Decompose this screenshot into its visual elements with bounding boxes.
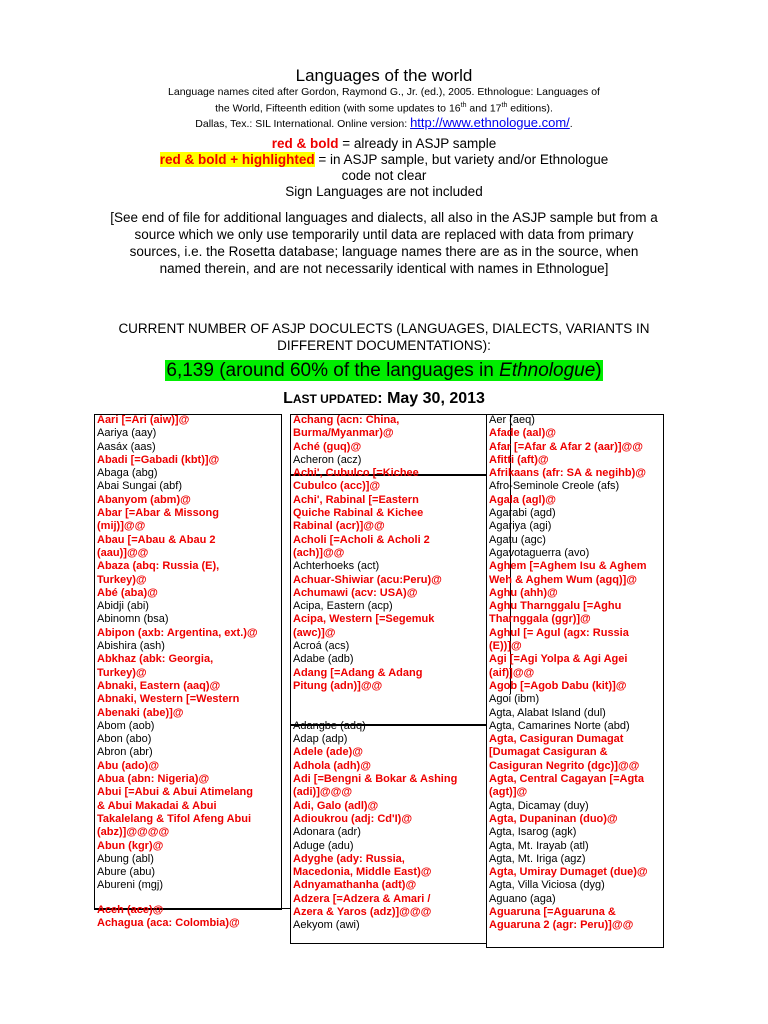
asjp-language-entry: Abadi [=Gabadi (kbt)]@ [97,453,220,466]
language-entry: Abon (abo) [97,733,152,746]
asjp-language-entry: Turkey)@ [97,573,147,586]
asjp-language-entry: Burma/Myanmar)@ [293,427,394,440]
language-entry: Agta, Villa Viciosa (dyg) [489,879,605,892]
note-paragraph: [See end of file for additional languages and dialects, all also in the ASJP sample but from a source which we only use temporarily until data are replaced with data from primary sources, i.e. the Rosetta database; language names there are as in the source, when named therein, and are not necessarily identical with names in Ethnologue] [110,210,658,276]
asjp-language-entry: Abun (kgr)@ [97,839,164,852]
language-entry: Abinomn (bsa) [97,613,169,626]
language-entry: Adonara (adr) [293,826,361,839]
count-italic: Ethnologue [499,360,596,381]
updated-smallcaps: AST UPDATED [292,392,378,406]
count-text: ) [595,360,602,381]
asjp-language-entry: Achang (acn: China, [293,414,400,426]
updated-date: : May 30, 2013 [377,390,485,407]
superscript: th [501,102,508,109]
language-entry: Aer (aeq) [489,414,535,426]
asjp-language-entry: Rabinal (acr)]@@ [293,520,385,533]
column-3 [489,414,648,933]
legend-line: code not clear [341,168,427,183]
asjp-language-entry: Afitti (aft)@ [489,453,549,466]
last-updated [0,390,768,408]
asjp-language-entry: Achumawi (acv: USA)@ [293,586,418,599]
asjp-language-entry: Adi, Galo (adl)@ [293,799,379,812]
language-entry: Acroá (acs) [293,640,350,653]
citation-line: Language names cited after Gordon, Raymond G., Jr. (ed.), 2005. Ethnologue: Languages of [168,86,600,98]
asjp-language-entry: Agta, Central Cagayan [=Agta [489,773,644,786]
asjp-language-entry: Achuar-Shiwiar (acu:Peru)@ [293,573,442,586]
language-entry: Adabe (adb) [293,653,354,666]
legend-key-highlighted: red & bold + highlighted [159,152,315,167]
citation-text: and 17 [466,102,502,115]
legend-line: Sign Languages are not included [285,184,483,199]
asjp-language-entry: Abu (ado)@ [97,759,160,772]
doculect-count [0,360,768,382]
language-entry: Agta, Camarines Norte (abd) [489,719,630,732]
citation-line [0,99,768,116]
asjp-language-entry: [Dumagat Casiguran & [489,746,608,759]
column-1 [97,414,258,930]
asjp-language-entry: Abkhaz (abk: Georgia, [97,653,214,666]
language-entry: Aasáx (aas) [97,440,156,453]
asjp-language-entry: Abua (abn: Nigeria)@ [97,773,210,786]
language-entry: Abron (abr) [97,746,153,759]
asjp-language-entry: Achi', Rabinal [=Eastern [293,493,419,506]
asjp-language-entry: (mij)]@@ [97,520,146,533]
language-entry: Aduge (adu) [293,839,354,852]
language-entry: Agta, Dicamay (duy) [489,799,589,812]
citation-text: the World, Fifteenth edition (with some updates to 16 [215,102,461,115]
language-entry [293,693,457,706]
count-highlight [165,360,602,381]
language-entry: Agoi (ibm) [489,693,540,706]
asjp-language-entry: Agi [=Agi Yolpa & Agi Agei [489,653,628,666]
citation-text: editions). [507,102,553,115]
asjp-language-entry: (ach)]@@ [293,546,345,559]
citation-line [0,116,768,131]
asjp-language-entry: Aari [=Ari (aiw)]@ [97,414,190,426]
asjp-language-entry: Casiguran Negrito (dgc)]@@ [489,759,640,772]
language-entry: Adangbe (adq) [293,719,366,732]
ethnologue-link[interactable]: http://www.ethnologue.com/ [410,114,570,130]
asjp-language-entry: (agt)]@ [489,786,528,799]
language-entry: Agatu (agc) [489,533,546,546]
asjp-language-entry: Turkey)@ [97,666,147,679]
asjp-language-entry: Afar [=Afar & Afar 2 (aar)]@@ [489,440,643,453]
asjp-language-entry: Abnaki, Eastern (aaq)@ [97,679,221,692]
asjp-language-entry: Abnaki, Western [=Western [97,693,240,706]
language-entry: Aguano (aga) [489,892,556,905]
asjp-language-entry: Aghu (ahh)@ [489,586,558,599]
asjp-language-entry: Abau [=Abau & Abau 2 [97,533,216,546]
asjp-language-entry: Macedonia, Middle East)@ [293,866,432,879]
legend-text: = already in ASJP sample [338,136,497,151]
asjp-language-entry: (E))]@ [489,640,522,653]
asjp-language-entry: Abipon (axb: Argentina, ext.)@ [97,626,258,639]
asjp-language-entry: Abui [=Abui & Abui Atimelang [97,786,253,799]
asjp-language-entry: Aguaruna 2 (agr: Peru)]@@ [489,919,634,932]
language-entry: Abom (aob) [97,719,155,732]
asjp-language-entry: Afade (aal)@ [489,427,556,440]
language-entry: Agarabi (agd) [489,507,556,520]
asjp-language-entry: Adhola (adh)@ [293,759,371,772]
language-entry: Abishira (ash) [97,640,165,653]
language-entry: Agta, Isarog (agk) [489,826,577,839]
language-entry: Afro-Seminole Creole (afs) [489,480,620,493]
legend-line [0,136,768,152]
updated-initial: L [283,390,293,407]
language-entry: Agta, Mt. Irayab (atl) [489,839,589,852]
legend-line [0,152,768,168]
language-entry: Adap (adp) [293,733,348,746]
asjp-language-entry: Quiche Rabinal & Kichee [293,507,424,520]
citation-text: Dallas, Tex.: SIL International. Online version: [195,117,411,130]
legend-text: = in ASJP sample, but variety and/or Ethnologue [314,152,609,167]
legend-key: red & bold [271,136,339,151]
language-entry: Achterhoeks (act) [293,560,380,573]
asjp-language-entry: Agob [=Agob Dabu (kit)]@ [489,679,627,692]
column-2 [293,414,457,933]
language-entry: Acipa, Eastern (acp) [293,600,393,613]
language-entry: Aekyom (awi) [293,919,360,932]
language-entry: Acheron (acz) [293,453,362,466]
asjp-language-entry: Abenaki (abe)]@ [97,706,184,719]
superscript: th [460,102,467,109]
language-entry: Aariya (aay) [97,427,157,440]
asjp-language-entry: Afrikaans (afr: SA & negihb)@ [489,467,647,480]
asjp-language-entry: (aif)]@@ [489,666,535,679]
language-entry: Abaga (abg) [97,467,158,480]
asjp-language-entry: Cubulco (acc)]@ [293,480,381,493]
asjp-language-entry: Aguaruna [=Aguaruna & [489,905,616,918]
asjp-language-entry: & Abui Makadai & Abui [97,799,217,812]
language-entry: Agta, Alabat Island (dul) [489,706,606,719]
asjp-language-entry: (aau)]@@ [97,546,149,559]
asjp-language-entry: Abé (aba)@ [97,586,158,599]
current-number-heading: CURRENT NUMBER OF ASJP DOCULECTS (LANGUAGES, DIALECTS, VARIANTS IN DIFFERENT DOCUMENTATIONS): [118,321,650,353]
language-entry: Abung (abl) [97,852,154,865]
asjp-language-entry: Abar [=Abar & Missong [97,507,219,520]
count-text: 6,139 (around 60% of the languages in [166,360,500,381]
legend [0,136,768,200]
page-title: Languages of the world [295,66,473,85]
language-entry [293,707,457,720]
language-entry: Abureni (mgj) [97,879,164,892]
asjp-language-entry: Adyghe (ady: Russia, [293,852,405,865]
language-entry: Agavotaguerra (avo) [489,546,590,559]
asjp-language-entry: Agta, Dupaninan (duo)@ [489,812,618,825]
asjp-language-entry: Abanyom (abm)@ [97,493,191,506]
asjp-language-entry: Takalelang & Tifol Afeng Abui [97,812,252,825]
asjp-language-entry: Achagua (aca: Colombia)@ [97,916,240,929]
asjp-language-entry: (awc)]@ [293,626,336,639]
language-entry: Abidji (abi) [97,600,149,613]
asjp-language-entry: Agta, Casiguran Dumagat [489,733,624,746]
asjp-language-entry: Pitung (adn)]@@ [293,679,383,692]
language-entry: Abai Sungai (abf) [97,480,182,493]
asjp-language-entry: Aghul [= Agul (agx: Russia [489,626,629,639]
asjp-language-entry: Tharnggala (ggr)]@ [489,613,591,626]
asjp-language-entry: Aghu Tharnggalu [=Aghu [489,600,622,613]
language-entry: Agariya (agi) [489,520,552,533]
asjp-language-entry: Azera & Yaros (adz)]@@@ [293,905,432,918]
asjp-language-entry: Adnyamathanha (adt)@ [293,879,417,892]
language-entry: Abure (abu) [97,866,156,879]
asjp-language-entry: (abz)]@@@@ [97,826,170,839]
language-entry: Agta, Mt. Iriga (agz) [489,852,586,865]
citation-text: . [569,117,573,130]
asjp-language-entry: Aceh (ace)@ [97,903,164,916]
citation [0,86,768,131]
asjp-language-entry: Weh & Aghem Wum (agq)]@ [489,573,638,586]
asjp-language-entry: Acholi [=Acholi & Acholi 2 [293,533,430,546]
asjp-language-entry: Adang [=Adang & Adang [293,666,423,679]
asjp-language-entry: Agta, Umiray Dumaget (due)@ [489,866,648,879]
asjp-language-entry: (adi)]@@@ [293,786,353,799]
asjp-language-entry: Abaza (abq: Russia (E), [97,560,220,573]
asjp-language-entry: Adi [=Bengni & Bokar & Ashing [293,773,458,786]
asjp-language-entry: Aghem [=Aghem Isu & Aghem [489,560,647,573]
asjp-language-entry: Aché (guq)@ [293,440,362,453]
asjp-language-entry: Achi', Cubulco [=Kichee [293,467,419,480]
asjp-language-entry: Adele (ade)@ [293,746,364,759]
asjp-language-entry: Adzera [=Adzera & Amari / [293,892,431,905]
asjp-language-entry: Agala (agl)@ [489,493,556,506]
asjp-language-entry: Adioukrou (adj: Cd'I)@ [293,812,413,825]
asjp-language-entry: Acipa, Western [=Segemuk [293,613,435,626]
